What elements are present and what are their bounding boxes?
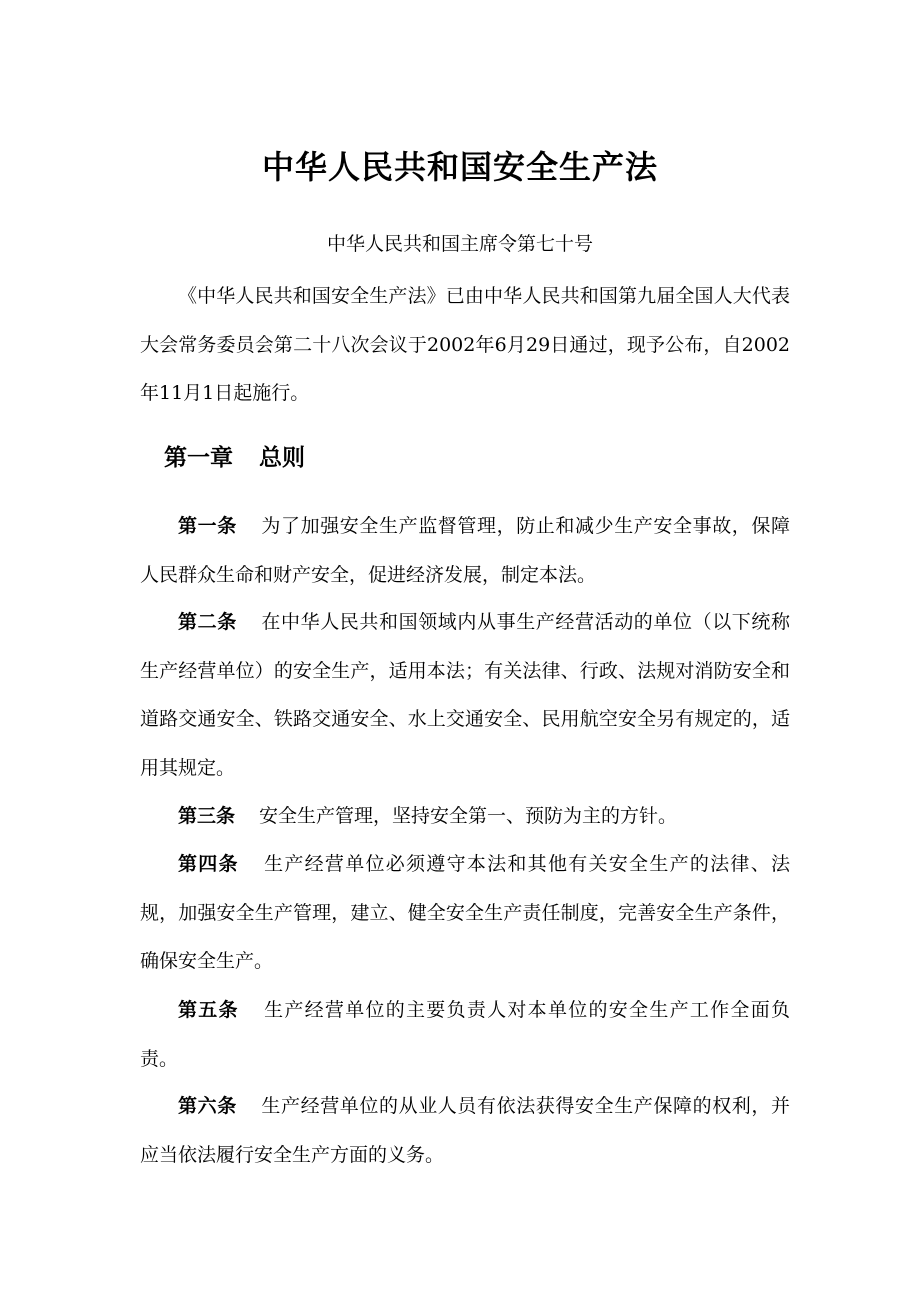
article-3 [140,792,790,841]
article-label: 第五条 [178,999,239,1021]
article-label: 第四条 [178,853,239,875]
article-5 [140,986,790,1083]
presidential-order: 中华人民共和国主席令第七十号 [326,233,593,255]
article-text: 为了加强安全生产监督管理，防止和减少生产安全事故，保障人民群众生命和财产安全，促进经济发展，制定本法。 [140,515,790,586]
article-label: 第一条 [178,515,237,537]
article-text: 生产经营单位必须遵守本法和其他有关安全生产的法律、法规，加强安全生产管理，建立、健全安全生产责任制度，完善安全生产条件，确保安全生产。 [140,853,790,972]
chapter-heading [164,440,305,476]
chapter-name: 总则 [259,445,305,471]
promulgation-paragraph: 《中华人民共和国安全生产法》已由中华人民共和国第九届全国人大代表大会常务委员会第二十八次会议于2002年6月29日通过，现予公布，自2002年11月1日起施行。 [140,285,790,404]
article-4 [140,840,790,986]
article-label: 第六条 [178,1095,237,1117]
article-label: 第三条 [178,805,236,827]
article-1 [140,502,790,599]
article-2 [140,598,790,792]
article-text: 生产经营单位的从业人员有依法获得安全生产保障的权利，并应当依法履行安全生产方面的义务。 [140,1095,790,1166]
article-text: 在中华人民共和国领域内从事生产经营活动的单位（以下统称生产经营单位）的安全生产，适用本法；有关法律、行政、法规对消防安全和道路交通安全、铁路交通安全、水上交通安全、民用航空安全另有规定的，适用其规定。 [140,611,790,779]
article-text: 安全生产管理，坚持安全第一、预防为主的方针。 [259,805,678,827]
article-6 [140,1082,790,1179]
article-label: 第二条 [178,611,237,633]
chapter-number: 第一章 [164,445,233,471]
document-title: 中华人民共和国安全生产法 [261,148,658,186]
article-text: 生产经营单位的主要负责人对本单位的安全生产工作全面负责。 [140,999,790,1070]
